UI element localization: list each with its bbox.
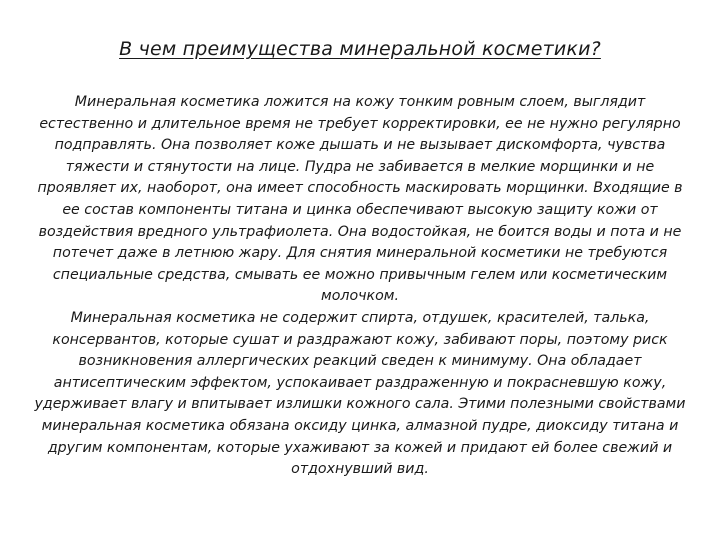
- page-title: В чем преимущества минеральной косметики?: [119, 38, 601, 60]
- body-text: [30, 92, 690, 481]
- paragraph-2: Минеральная косметика не содержит спирта, отдушек, красителей, талька, консервантов, которые сушат и раздражают кожу, забивают поры, поэтому риск возникновения аллергических реакций сведен к минимуму. Она обладает антисептическим эффектом, успокаивает раздраженную и покрасневшую кожу, удерживает влагу и впитывает излишки кожного сала. Этими полезными свойствами минеральная косметика обязана оксиду цинка, алмазной пудре, диоксиду титана и другим компонентам, которые ухаживают за кожей и придают ей более свежий и отдохнувший вид.: [34, 309, 686, 478]
- paragraph-1: Минеральная косметика ложится на кожу тонким ровным слоем, выглядит естественно и длительное время не требует корректировки, ее не нужно регулярно подправлять. Она позволяет коже дышать и не вызывает дискомфорта, чувства тяжести и стянутости на лице. Пудра не забивается в мелкие морщинки и не проявляет их, наоборот, она имеет способность маскировать морщинки. Входящие в ее состав компоненты титана и цинка обеспечивают высокую защиту кожи от воздействия вредного ультрафиолета. Она водостойкая, не боится воды и пота и не потечет даже в летнюю жару. Для снятия минеральной косметики не требуются специальные средства, смывать ее можно привычным гелем или косметическим молочком.: [37, 94, 683, 305]
